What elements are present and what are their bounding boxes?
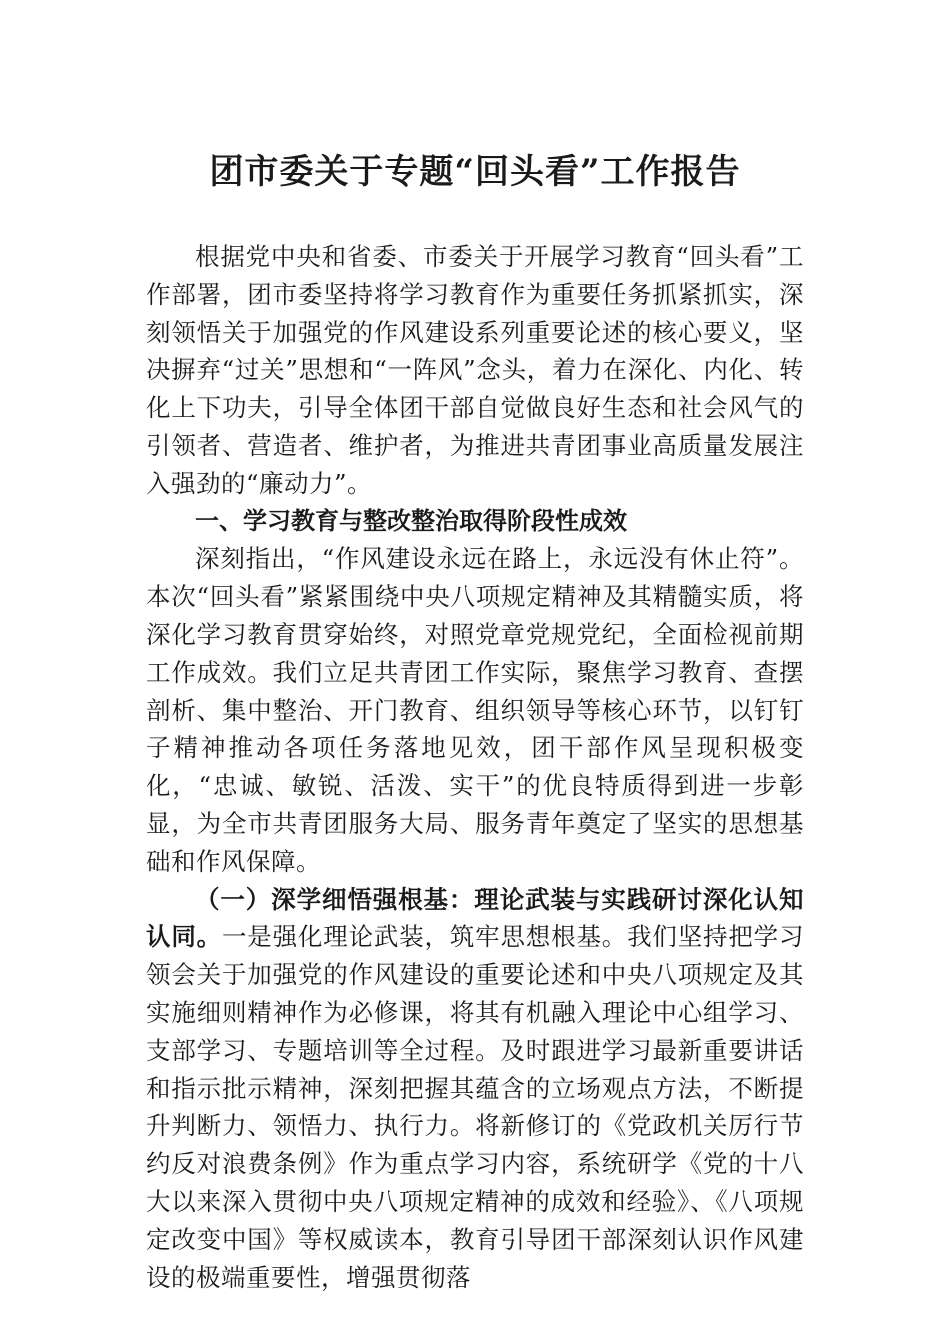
subsection-paragraph [146,881,804,1297]
page-title: 团市委关于专题“回头看”工作报告 [209,152,741,192]
subsection-heading: （一）深学细悟强根基：理论武装与实践研讨深化认知认同。 [146,884,804,952]
section-paragraph: 深刻指出，“作风建设永远在路上，永远没有休止符”。本次“回头看”紧紧围绕中央八项规定精神及其精髓实质，将深化学习教育贯穿始终，对照党章党规党纪，全面检视前期工作成效。我们立足共青团工作实际，聚焦学习教育、查摆剖析、集中整治、开门教育、组织领导等核心环节，以钉钉子精神推动各项任务落地见效，团干部作风呈现积极变化，“忠诚、敏锐、活泼、实干”的优良特质得到进一步彰显，为全市共青团服务大局、服务青年奠定了坚实的思想基础和作风保障。 [146,544,804,876]
intro-paragraph: 根据党中央和省委、市委关于开展学习教育“回头看”工作部署，团市委坚持将学习教育作为重要任务抓紧抓实，深刻领悟关于加强党的作风建设系列重要论述的核心要义，坚决摒弃“过关”思想和“一阵风”念头，着力在深化、内化、转化上下功夫，引导全体团干部自觉做良好生态和社会风气的引领者、营造者、维护者，为推进共青团事业高质量发展注入强劲的“廉动力”。 [146,242,804,498]
section-heading: 一、学习教育与整改整治取得阶段性成效 [195,506,627,535]
document-page [146,150,804,1296]
subsection-body: 一是强化理论武装，筑牢思想根基。我们坚持把学习领会关于加强党的作风建设的重要论述和中央八项规定及其实施细则精神作为必修课，将其有机融入理论中心组学习、支部学习、专题培训等全过程。及时跟进学习最新重要讲话和指示批示精神，深刻把握其蕴含的立场观点方法，不断提升判断力、领悟力、执行力。将新修订的《党政机关厉行节约反对浪费条例》作为重点学习内容，系统研学《党的十八大以来深入贯彻中央八项规定精神的成效和经验》、《八项规定改变中国》等权威读本，教育引导团干部深刻认识作风建设的极端重要性，增强贯彻落 [146,922,805,1292]
